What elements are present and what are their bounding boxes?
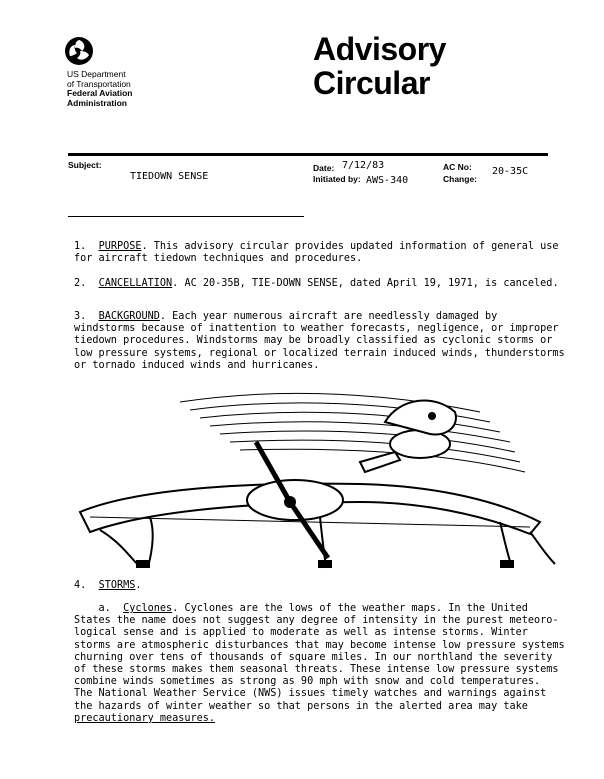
subject-label: Subject: [68,160,102,170]
header-rule [68,153,548,156]
document-title [313,32,446,100]
ac-no-value: 20-35C [492,166,529,177]
section-background [74,311,565,372]
change-label: Change: [443,174,477,184]
cyclones-line-5: churning over tens of thousands of square miles. In our northland the severity [74,651,553,663]
background-line-3: tiedown procedures. Windstorms may be broadly classified as cyclonic storms or [74,335,553,347]
date-label: Date: [313,163,335,173]
initiated-by-value: AWS-340 [366,175,409,186]
cyclones-line-8: The National Weather Service (NWS) issues timely watches and warnings against [74,688,547,700]
title-line-2: Circular [313,65,430,101]
storms-number: 4. [74,580,87,591]
section-purpose [74,241,559,265]
purpose-heading: PURPOSE [98,241,142,252]
background-number: 3. [74,311,87,322]
section-cyclones [74,603,565,725]
agency-name [67,70,133,108]
cyclones-prefix: a. [98,603,111,614]
background-line-1: . Each year numerous aircraft are needlessly damaged by [159,311,498,322]
section-cancellation [74,278,559,290]
cyclones-line-9: the hazards of winter weather so that persons in the alerted area may take [74,700,528,712]
date-value: 7/12/83 [342,160,385,171]
storms-heading: STORMS [98,580,136,591]
cartoon-pilot-relaxing-on-tied-down-aircraft-icon [60,392,560,570]
background-line-2: windstorms because of inattention to weather forecasts, negligence, or improper [74,323,559,335]
cancellation-heading: CANCELLATION [98,278,173,289]
background-heading: BACKGROUND [98,311,160,322]
storms-after: . [135,580,142,591]
background-line-4: low pressure systems, regional or localized terrain induced winds, thunderstorms [74,347,565,359]
purpose-text: . This advisory circular provides updated information of general use [141,241,559,252]
dot-triskelion-logo-icon [64,36,94,66]
faa-line-2: Administration [67,97,127,108]
department-line-2: of Transportation [67,78,131,89]
cancellation-number: 2. [74,278,87,289]
initiated-by-label: Initiated by: [313,174,361,184]
cyclones-line-2: States the name does not suggest any degree of intensity in the purest meteoro- [74,615,559,627]
subject-value: TIEDOWN SENSE [130,171,209,182]
section-storms [74,580,554,592]
subject-underline-rule [68,216,304,217]
cyclones-heading: Cyclones [123,603,173,614]
faa-line-1: Federal Aviation [67,88,133,98]
purpose-text-line-2: for aircraft tiedown techniques and procedures. [74,253,363,265]
ac-no-label: AC No: [443,162,472,172]
cyclones-line-7: combine winds sometimes as strong as 90 mph with snow and cold temperatures. [74,676,541,688]
cyclones-line-10: precautionary measures. [74,712,216,724]
purpose-number: 1. [74,241,87,252]
cyclones-line-4: storms are atmospheric disturbances that may become intense low pressure systems [74,639,565,651]
title-line-1: Advisory [313,31,446,67]
cyclones-line-1: . Cyclones are the lows of the weather maps. In the United [172,603,528,614]
cyclones-line-6: of these storms makes them seasonal threats. These intense low pressure systems [74,664,559,676]
background-line-5: or tornado induced winds and hurricanes. [74,359,320,371]
department-line-1: US Department [67,69,126,79]
cyclones-line-3: logical sense and is applied to moderate as well as intense storms. Winter [74,627,528,639]
cancellation-text: . AC 20-35B, TIE-DOWN SENSE, dated April 19, 1971, is canceled. [172,278,559,289]
